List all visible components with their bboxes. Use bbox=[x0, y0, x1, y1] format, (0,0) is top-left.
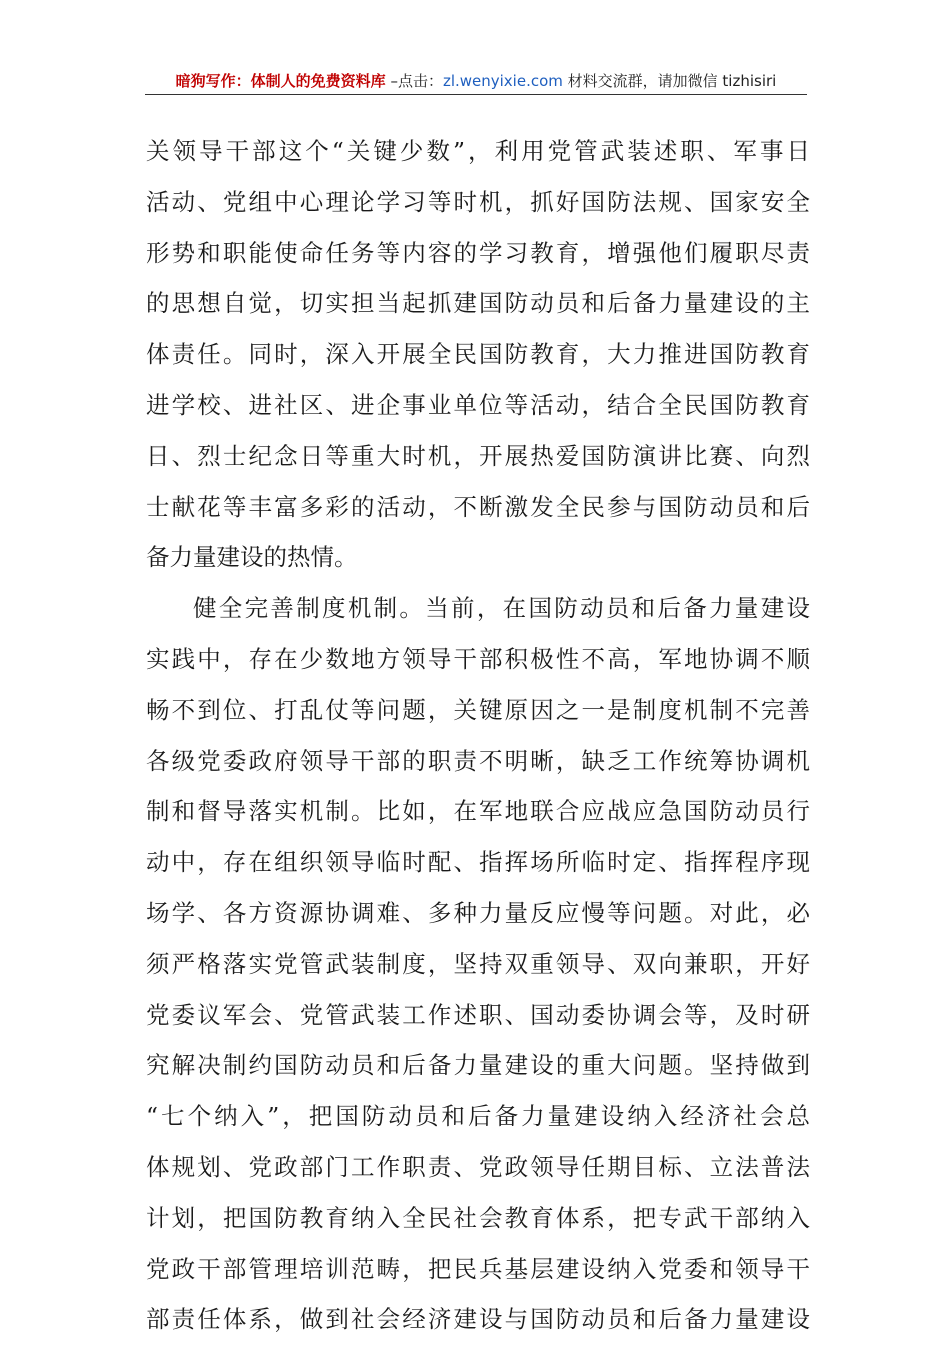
text-line: 备力量建设的热情。 bbox=[146, 543, 358, 572]
text-line: 各级党委政府领导干部的职责不明晰，缺乏工作统筹协调机 bbox=[146, 746, 810, 775]
text-line: 场学、各方资源协调难、多种力量反应慢等问题。对此，必 bbox=[146, 898, 810, 927]
page-header bbox=[145, 70, 807, 95]
text-line: 的思想自觉，切实担当起抓建国防动员和后备力量建设的主 bbox=[146, 289, 810, 318]
text-line: 进学校、进社区、进企事业单位等活动，结合全民国防教育 bbox=[146, 390, 810, 419]
text-line: 健全完善制度机制。当前，在国防动员和后备力量建设 bbox=[193, 594, 810, 623]
text-line: 部责任体系，做到社会经济建设与国防动员和后备力量建设 bbox=[146, 1305, 810, 1334]
document-body bbox=[146, 126, 810, 1345]
text-line: 党委议军会、党管武装工作述职、国动委协调会等，及时研 bbox=[146, 1000, 810, 1029]
text-line: 畅不到位、打乱仗等问题，关键原因之一是制度机制不完善 bbox=[146, 695, 810, 724]
text-line: 士献花等丰富多彩的活动，不断激发全民参与国防动员和后 bbox=[146, 492, 810, 521]
text-line: 实践中，存在少数地方领导干部积极性不高，军地协调不顺 bbox=[146, 644, 810, 673]
text-line: 究解决制约国防动员和后备力量建设的重大问题。坚持做到 bbox=[146, 1051, 810, 1080]
text-line: “七个纳入”，把国防动员和后备力量建设纳入经济社会总 bbox=[146, 1102, 810, 1131]
text-line: 党政干部管理培训范畴，把民兵基层建设纳入党委和领导干 bbox=[146, 1254, 810, 1283]
text-line: 体规划、党政部门工作职责、党政领导任期目标、立法普法 bbox=[146, 1152, 810, 1181]
text-line: 日、烈士纪念日等重大时机，开展热爱国防演讲比赛、向烈 bbox=[146, 441, 810, 470]
header-site-name: 暗狗写作：体制人的免费资料库 bbox=[175, 72, 386, 90]
text-line: 形势和职能使命任务等内容的学习教育，增强他们履职尽责 bbox=[146, 238, 810, 267]
text-line: 活动、党组中心理论学习等时机，抓好国防法规、国家安全 bbox=[146, 187, 810, 216]
text-line: 计划，把国防教育纳入全民社会教育体系，把专武干部纳入 bbox=[146, 1203, 810, 1232]
header-wechat-note: 材料交流群，请加微信 tizhisiri bbox=[562, 72, 777, 90]
header-site-link[interactable]: zl.wenyixie.com bbox=[442, 72, 563, 90]
text-line: 制和督导落实机制。比如，在军地联合应战应急国防动员行 bbox=[146, 797, 810, 826]
text-line: 须严格落实党管武装制度，坚持双重领导、双向兼职，开好 bbox=[146, 949, 810, 978]
header-click-label: –点击： bbox=[385, 72, 443, 90]
text-line: 动中，存在组织领导临时配、指挥场所临时定、指挥程序现 bbox=[146, 848, 810, 877]
text-line: 关领导干部这个“关键少数”，利用党管武装述职、军事日 bbox=[146, 137, 810, 165]
text-line: 体责任。同时，深入开展全民国防教育，大力推进国防教育 bbox=[146, 340, 810, 369]
